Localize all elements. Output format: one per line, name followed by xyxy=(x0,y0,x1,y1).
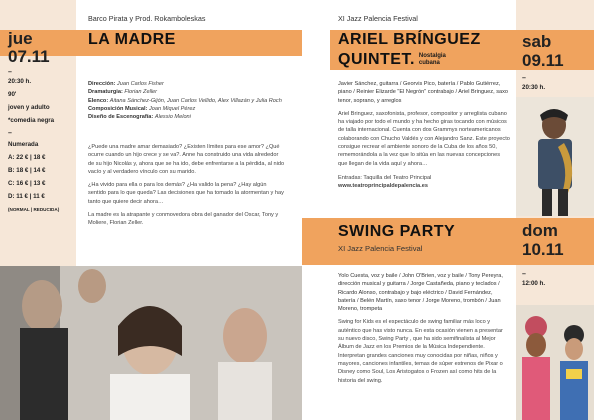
right2-paragraph: Swing for Kids es el espectáculo de swing familiar más loco y auténtico que has visto nunca. En esta ocasión vienen a presentar su nuevo disco, Swing Party , que ha sido semifinalista al Mejor Álbum de Jazz en los Premios de la Música Independiente. Interpretan grandes canciones muy conocidas por niñas, niños y mayores, canciones infantiles, temas de súper estrenos de Pixar o Disney como Soul, Los Aristogatos o Frozen así como hits de la historia del swing. xyxy=(338,319,503,384)
right1-dash: – xyxy=(522,75,526,82)
left-event-header xyxy=(76,14,302,50)
left-seating: Numerada xyxy=(8,141,39,148)
price-c: C: 16 € | 13 € xyxy=(8,180,46,187)
right1-paragraph: Ariel Bringuez, saxofonista, profesor, compositor y arreglista cubano ha viajado por todo el mundo y ha hecho giras tocando con músicos de talla internacional. Cuenta con dos Grammys norteamericanos colaborando con Chucho Valdés y con Alejandro Sanz. Este proyecto consigue recrear el ambiente sonoro de la Cuba de los años 50, rememorándola a la vez que lo sitúa en las nuevas concepciones que llegan de la vida aquí y ahora… xyxy=(338,110,510,167)
left-event-info xyxy=(8,68,72,214)
price-note: (NORMAL | REDUCIDA) xyxy=(8,207,60,212)
right1-subtitle-2: cubana xyxy=(418,60,440,66)
right1-date-num: 09.11 xyxy=(522,51,564,70)
right1-subtitle-1: Nostalgia xyxy=(418,53,446,59)
left-genre: *comedia negra xyxy=(8,117,55,124)
right1-date-block xyxy=(522,32,590,70)
right1-header xyxy=(330,14,516,70)
right2-kicker: XI Jazz Palencia Festival xyxy=(338,244,423,253)
right2-time-block xyxy=(522,270,590,288)
credit-direccion: Dirección: Juan Carlos Fisher xyxy=(88,81,164,87)
right1-credits: Javier Sánchez, guitarra / Georvis Pico, batería / Pablo Gutiérrez, piano / Reinier Elizarde "El Negrón" contrabajo / Ariel Bringuez, saxo tenor, soprano, y arreglos xyxy=(338,81,509,104)
right1-date-day: sab xyxy=(522,32,552,51)
left-duration: 90' xyxy=(8,91,17,98)
left-date-day: jue xyxy=(8,29,33,48)
left-paragraph-2: ¿Ha vivido para ella o para los demás? ¿Ha valido la pena? ¿Hay algún sentido para lo que queda? Las decisiones que ha tomado la atormentan y hay tanto que quiere decir ahora… xyxy=(88,182,284,205)
right1-subtitle xyxy=(419,53,446,70)
right2-dash: – xyxy=(522,271,526,278)
right2-date-block xyxy=(522,221,590,259)
right1-title-row2 xyxy=(330,50,516,70)
right1-time-block xyxy=(522,74,590,92)
right2-body xyxy=(338,272,510,385)
price-d: D: 11 € | 11 € xyxy=(8,193,45,200)
left-title: LA MADRE xyxy=(88,31,176,48)
right2-time: 12:00 h. xyxy=(522,280,546,287)
cast-photo-illustration xyxy=(0,266,302,420)
right1-tickets: Entradas: Taquilla del Teatro Principal xyxy=(338,174,432,181)
right1-url[interactable]: www.teatroprincipaldepalencia.es xyxy=(338,183,428,190)
left-credits xyxy=(88,80,288,121)
left-paragraph-1: ¿Puede una madre amar demasiado? ¿Existen límites para ese amor? ¿Qué ocurre cuando un hijo crece y se va?. Anne ha construido una vida alrededor de su hijo Nicolás y, ahora que se ha ido, debe enfrentarse a la pérdida, al nido vacío y al verdadero vínculo con su marido. xyxy=(88,144,285,175)
right1-title-line2: QUINTET. xyxy=(338,51,415,68)
price-b: B: 18 € | 14 € xyxy=(8,167,46,174)
left-audience: joven y adulto xyxy=(8,104,50,111)
right1-kicker: XI Jazz Palencia Festival xyxy=(338,14,418,23)
left-description xyxy=(88,143,286,228)
saxophonist-illustration xyxy=(516,97,594,216)
right2-header xyxy=(338,222,510,254)
credit-musica: Composición Musical: Joan Miquel Pérez xyxy=(88,105,196,112)
credit-dramaturgia: Dramaturgia: Florian Zeller xyxy=(88,89,158,96)
left-dash-2: – xyxy=(8,130,12,137)
right1-body xyxy=(338,80,510,191)
right2-date-num: 10.11 xyxy=(522,240,564,259)
left-dash: – xyxy=(8,69,12,76)
price-a: A: 22 € | 18 € xyxy=(8,154,46,161)
credit-elenco: Elenco: Aitana Sánchez-Gijón, Juan Carlos Vellido, Alex Villazán y Julia Roch xyxy=(88,97,282,104)
saxophonist-photo xyxy=(516,97,594,216)
right2-title: SWING PARTY xyxy=(338,223,456,240)
right2-date-day: dom xyxy=(522,221,558,240)
left-date-num: 07.11 xyxy=(8,47,50,66)
right1-title-line1: ARIEL BRÍNGUEZ xyxy=(338,31,481,48)
portrait-photo xyxy=(0,266,302,420)
left-time: 20:30 h. xyxy=(8,78,32,85)
singers-illustration xyxy=(516,305,594,420)
left-paragraph-3: La madre es la atrapante y conmovedora obra del ganador del Oscar, Tony y Moliere, Florian Zeller. xyxy=(88,212,279,227)
left-date-block xyxy=(8,30,68,66)
singers-photo xyxy=(516,305,594,420)
credit-escenografia: Diseño de Escenografía: Alessio Meloni xyxy=(88,114,191,121)
right2-credits: Yolo Cuesta, voz y baile / John O'Brien, voz y baile / Tony Pereyra, dirección musical y guitarra / Jorge Castañeda, piano y teclados / Ricardo Alonso, contrabajo y bajo eléctrico / David Fernández, batería / Belén Martín, saxo tenor / Jorge Moreno, trombón / Juan Moreno, trompeta xyxy=(338,273,503,313)
left-kicker: Barco Pirata y Prod. Rokamboleskas xyxy=(88,14,206,23)
right1-time: 20:30 h. xyxy=(522,84,546,91)
